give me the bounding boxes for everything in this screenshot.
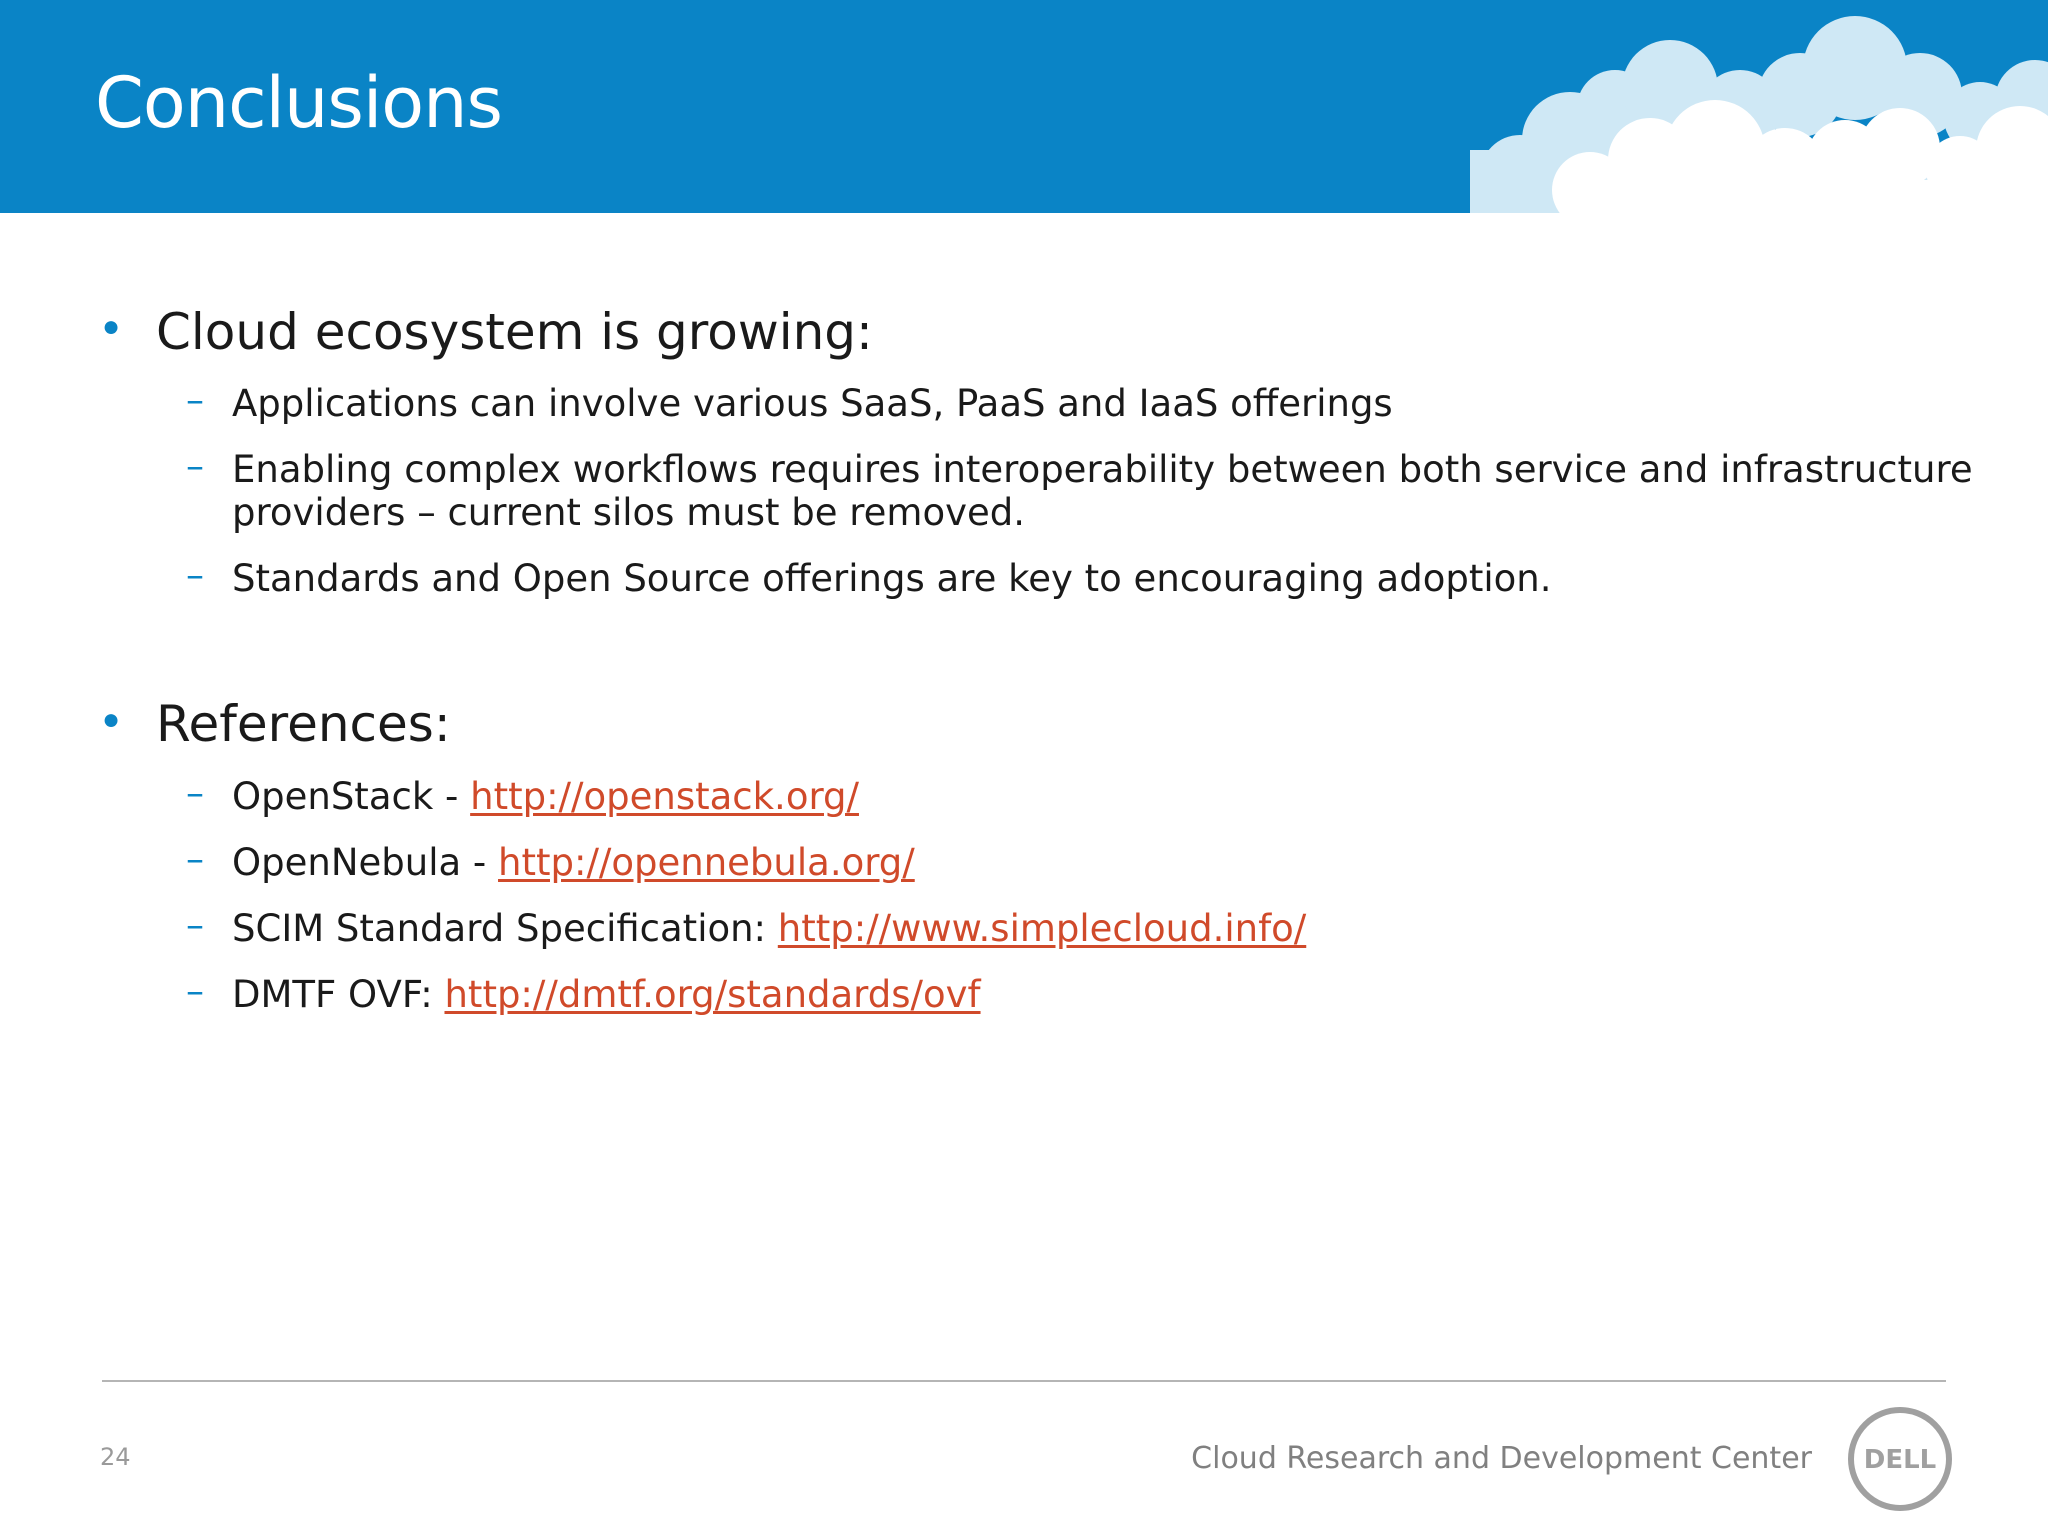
dash-icon: – (186, 839, 204, 880)
list-item: Standards and Open Source offerings are key to encouraging adoption. (232, 557, 1552, 600)
reference-item (232, 775, 859, 819)
list-item-continuation: providers – current silos must be removed. (232, 491, 1026, 534)
dash-icon: – (186, 971, 204, 1012)
dash-icon: – (186, 380, 204, 421)
list-item: Applications can involve various SaaS, PaaS and IaaS offerings (232, 382, 1393, 425)
slide-title: Conclusions (95, 62, 502, 144)
dash-icon: – (186, 905, 204, 946)
bullet-icon: ● (102, 310, 121, 343)
reference-item (232, 841, 915, 885)
reference-link[interactable]: http://www.simplecloud.info/ (777, 907, 1307, 950)
logo-text: DELL (1863, 1445, 1937, 1475)
dash-icon: – (186, 555, 204, 596)
footer-text: Cloud Research and Development Center (1191, 1441, 1812, 1476)
reference-link[interactable]: http://dmtf.org/standards/ovf (444, 973, 981, 1016)
dell-logo-icon (1846, 1405, 1954, 1513)
reference-label: OpenStack - (232, 775, 471, 818)
section-heading: References: (156, 695, 451, 753)
reference-label: DMTF OVF: (232, 973, 445, 1016)
reference-link[interactable]: http://openstack.org/ (470, 775, 859, 818)
reference-label: OpenNebula - (232, 841, 499, 884)
reference-link[interactable]: http://opennebula.org/ (498, 841, 915, 884)
dash-icon: – (186, 773, 204, 814)
list-item: Enabling complex workflows requires interoperability between both service and infrastructure (232, 448, 1973, 491)
footer-divider (102, 1380, 1946, 1382)
section-heading: Cloud ecosystem is growing: (156, 303, 873, 361)
bullet-icon: ● (102, 703, 121, 736)
dash-icon: – (186, 446, 204, 487)
reference-item (232, 973, 981, 1017)
page-number: 24 (100, 1443, 131, 1471)
reference-label: SCIM Standard Specification: (232, 907, 778, 950)
reference-item (232, 907, 1306, 951)
